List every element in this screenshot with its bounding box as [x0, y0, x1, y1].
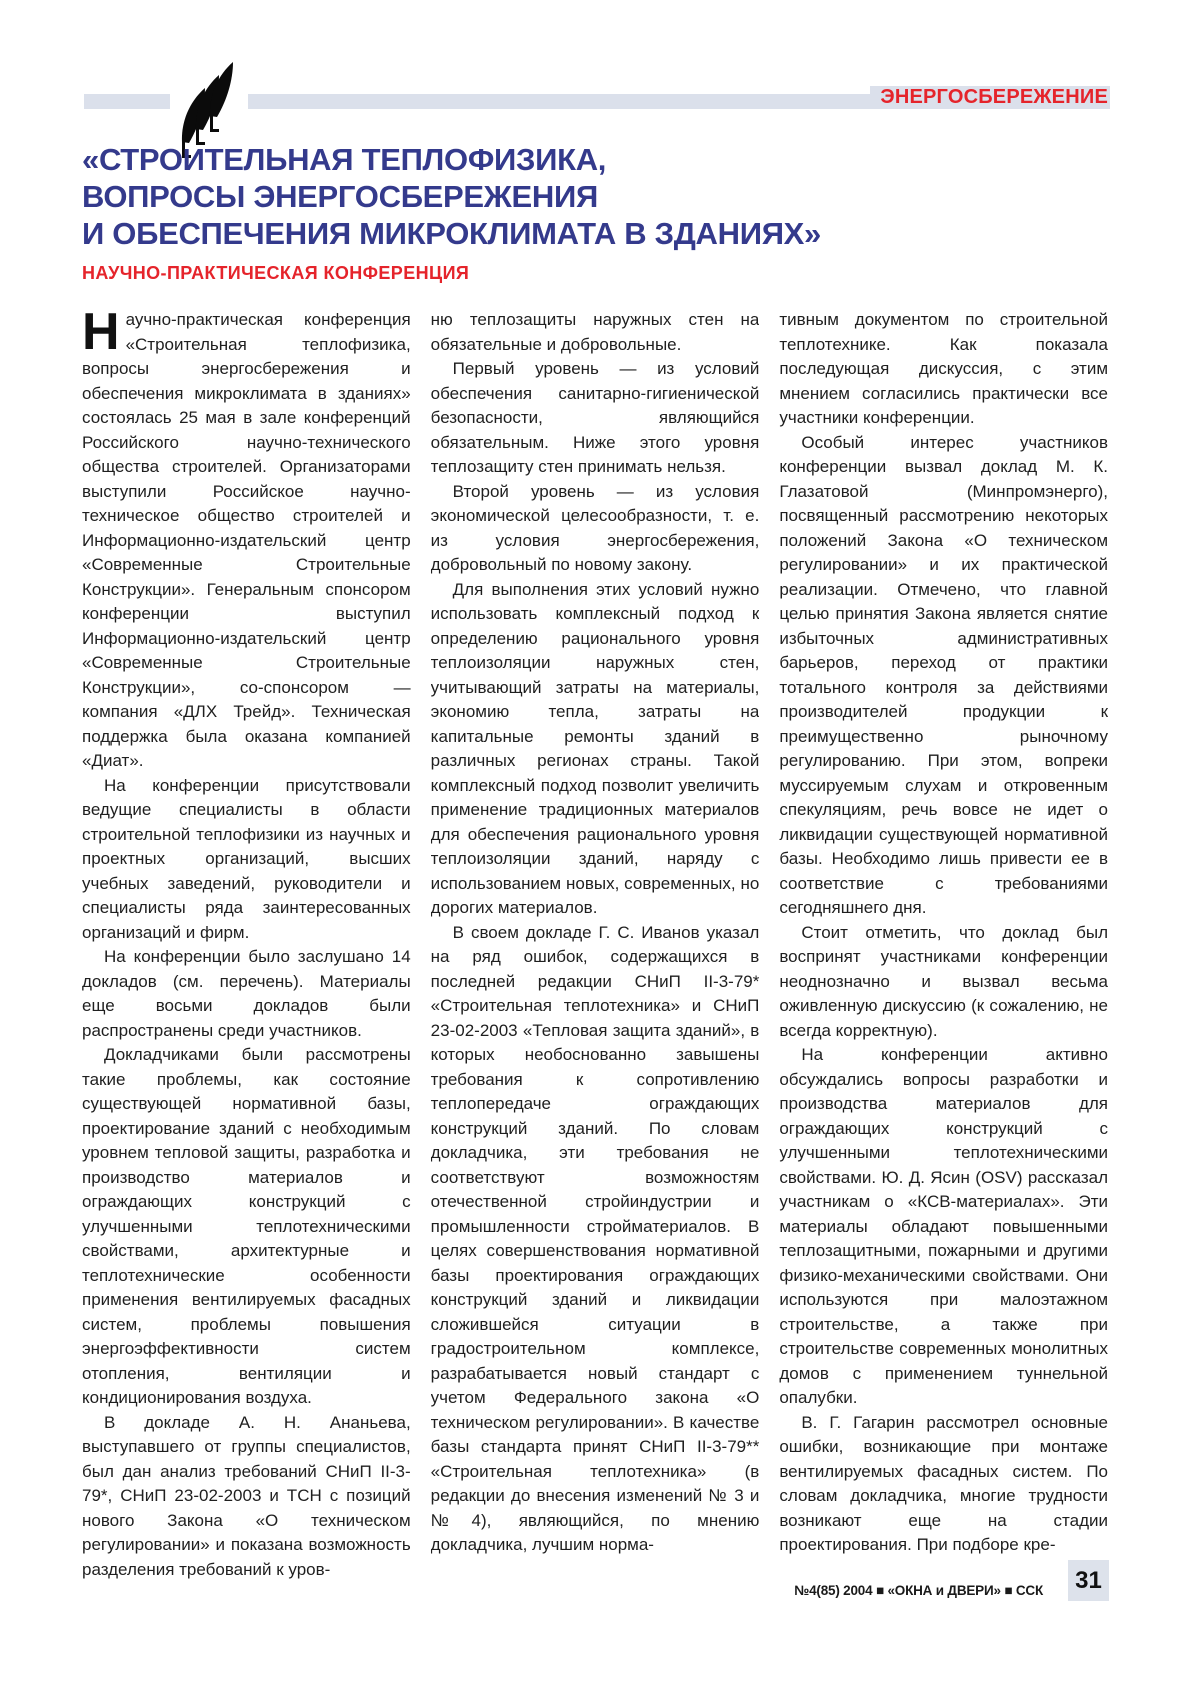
article-title-line-2: ВОПРОСЫ ЭНЕРГОСБЕРЕЖЕНИЯ [82, 179, 598, 214]
paragraph: ню теплозащиты наружных стен на обязательные и добровольные. [430, 310, 760, 354]
paragraph: В своем докладе Г. С. Иванов указал на ряд ошибок, содержащихся в последней редакции СНиП II-3-79* «Строительная теплотехника» и СНиП 23-02-2003 «Тепловая защита зданий», в которых необоснованно завышены требования к сопротивлению теплопередаче ограждающих конструкций зданий. По словам докладчика, эти требования не соответствуют возможностям отечественной стройиндустрии и промышленности стройматериалов. В целях совершенствования нормативной базы проектирования ограждающих конструкций зданий и ликвидации сложившейся ситуации в градостроительном комплексе, разрабатывается новый стандарт с учетом Федерального закона «О техническом регулировании». В качестве базы стандарта принят СНиП II-3-79** «Строительная теплотехника» (в редакции до внесения изменений № 3 и №4), являющийся, по мнению докладчика, лучшим норма- [430, 922, 760, 1554]
paragraph: Стоит отметить, что доклад был воспринят участниками конференции неоднозначно и вызвал весьма оживленную дискуссию (к сожалению, не всегда корректную). [779, 922, 1108, 1040]
footer-issue-line: №4(85) 2004 ■ «ОКНА и ДВЕРИ» ■ ССК [794, 1583, 1043, 1598]
paragraph [82, 308, 411, 774]
column-2 [431, 308, 760, 1653]
paragraph: Для выполнения этих условий нужно использовать комплексный подход к определению рационального уровня теплоизоляции наружных стен, учитывающий затраты на материалы, экономию тепла, затраты на капитальные ремонты зданий в различных регионах страны. Такой комплексный подход позволит увеличить применение традиционных материалов для обеспечения рационального уровня теплоизоляции зданий, наряду с использованием новых, современных, но дорогих материалов. [430, 579, 760, 917]
section-label: ЭНЕРГОСБЕРЕЖЕНИЕ [870, 86, 1110, 109]
paragraph: Докладчиками были рассмотрены такие проблемы, как состояние существующей нормативной базы, проектирование зданий с необходимым уровнем тепловой защиты, разработка и производство материалов и ограждающих конструкций с улучшенными теплотехническими свойствами, архитектурные и теплотехнические особенности применения вентилируемых фасадных систем, проблемы повышения энергоэффективности систем отопления, вентиляции и кондиционирования воздуха. [82, 1045, 411, 1407]
paragraph: Второй уровень — из условия экономической целесообразности, т. е. из условия энергосбережения, добровольный по новому закону. [430, 481, 760, 574]
paragraph: В докладе А. Н. Ананьева, выступавшего от группы специалистов, был дан анализ требований СНиП II-3-79*, СНиП 23-02-2003 и ТСН с позиций нового Закона «О техническом регулировании» и показана возможность разделения требований к уров- [82, 1412, 411, 1579]
article-title [82, 141, 821, 252]
paragraph: На конференции было заслушано 14 докладов (см. перечень). Материалы еще восьми докладов были распространены среди участников. [82, 947, 411, 1040]
article-title-line-1: «СТРОИТЕЛЬНАЯ ТЕПЛОФИЗИКА, [82, 142, 607, 177]
article-subtitle: НАУЧНО-ПРАКТИЧЕСКАЯ КОНФЕРЕНЦИЯ [82, 263, 470, 283]
paragraph: Первый уровень — из условий обеспечения санитарно-гигиенической безопасности, являющийся обязательным. Ниже этого уровня теплозащиту стен принимать нельзя. [430, 359, 760, 476]
article-columns [82, 308, 1108, 1653]
page-number: 31 [1075, 1566, 1102, 1594]
paragraph: На конференции присутствовали ведущие специалисты в области строительной теплофизики из научных и проектных организаций, высших учебных заведений, руководители и специалисты ряда заинтересованных организаций и фирм. [82, 775, 411, 942]
paragraph: На конференции активно обсуждались вопросы разработки и производства материалов для ограждающих конструкций с улучшенными теплотехническими свойствами. Ю. Д. Ясин (OSV) рассказал участникам о «КСВ-материалах». Эти материалы обладают повышенными теплозащитными, пожарными и другими физико-механическими свойствами. Они используются при малоэтажном строительстве, а также при строительстве современных монолитных домов с применением туннельной опалубки. [779, 1045, 1108, 1407]
article-title-line-3: И ОБЕСПЕЧЕНИЯ МИКРОКЛИМАТА В ЗДАНИЯХ» [82, 216, 822, 251]
column-1 [82, 308, 411, 1653]
column-3 [779, 308, 1108, 1653]
paragraph: Особый интерес участников конференции вызвал доклад М. К. Глазатовой (Минпромэнерго), посвященный рассмотрению некоторых положений Закона «О техническом регулировании» и их практической реализации. Отмечено, что главной целью принятия Закона является снятие избыточных административных барьеров, переход от практики тотального контроля за действиями производителей продукции к преимущественно рыночному регулированию. При этом, вопреки муссируемым слухам и откровенным спекуляциям, речь вовсе не идет о ликвидации существующей нормативной базы. Необходимо лишь привести ее в соответствие с требованиями сегодняшнего дня. [779, 432, 1108, 917]
paragraph: тивным документом по строительной теплотехнике. Как показала последующая дискуссия, с этим мнением согласились практически все участники конференции. [779, 310, 1108, 427]
paragraph-text: аучно-практическая конференция «Строительная теплофизика, вопросы энергосбережения и обеспечения микроклимата в зданиях» состоялась 25 мая в зале конференций Российского научно-технического общества строителей. Организаторами выступили Российское научно-техническое общество строителей и Информационно-издательский центр «Современные Строительные Конструкции». Генеральным спонсором конференции выступил Информационно-издательский центр «Современные Строительные Конструкции», со-спонсором — компания «ДЛХ Трейд». Техническая поддержка была оказана компанией «Диат». [82, 310, 411, 770]
drop-cap: Н [82, 308, 120, 361]
page-number-box [1068, 1560, 1109, 1601]
paragraph: В. Г. Гагарин рассмотрел основные ошибки, возникающие при монтаже вентилируемых фасадных систем. По словам докладчика, многие трудности возникают еще на стадии проектирования. При подборе кре- [779, 1412, 1108, 1554]
